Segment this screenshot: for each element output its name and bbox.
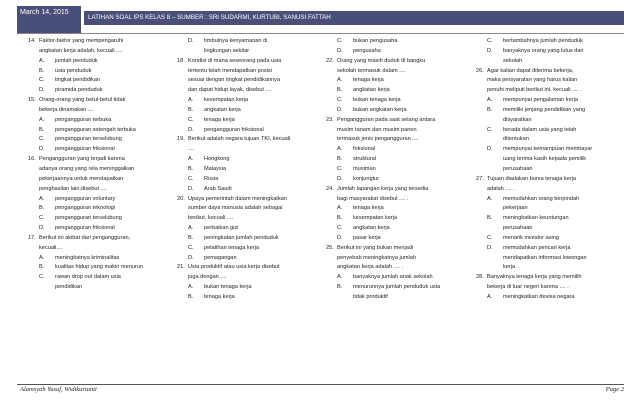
option-continuation (476, 263, 622, 273)
option-continuation (326, 293, 472, 303)
option-letter: D. (337, 47, 343, 54)
option-text: pengangguran terselubung (55, 136, 122, 143)
option-text: angkatan kerja (353, 225, 390, 232)
option-line (177, 283, 323, 293)
question-continuation (326, 263, 472, 273)
option-text: tenaga kerja (353, 205, 384, 212)
question-text: maka persyaratan yang harus kalian (487, 77, 578, 84)
option-text: ditentukan (503, 136, 529, 143)
question-continuation (28, 175, 174, 185)
option-text: memudahkan pencari kerja (503, 244, 571, 251)
option-letter: C. (487, 234, 493, 241)
question-columns (28, 37, 628, 382)
option-text: mempunyai pengalaman kerja (503, 97, 578, 104)
option-line (326, 106, 472, 116)
option-continuation (476, 165, 622, 175)
option-text: kualitas hidup yang makin menurun (55, 264, 143, 271)
option-text: menurunnya jumlah penduduk usia (353, 284, 441, 291)
option-text: rawan drop out dalam usia (55, 274, 121, 281)
question-continuation (326, 195, 472, 205)
option-text: peningkatan jumlah penduduk (204, 234, 279, 241)
option-line (476, 234, 622, 244)
question-line (28, 234, 174, 244)
question-line (476, 175, 622, 185)
question-continuation (177, 214, 323, 224)
option-continuation (476, 155, 622, 165)
option-line (177, 116, 323, 126)
question-line (326, 244, 472, 254)
question-continuation (28, 185, 174, 195)
option-letter: B. (39, 67, 45, 74)
option-line (326, 283, 472, 293)
option-letter: A. (188, 97, 194, 104)
option-letter: A. (188, 284, 194, 291)
option-line (28, 86, 174, 96)
option-line (326, 224, 472, 234)
question-text: berikut, kecuali .... (188, 215, 234, 222)
question-continuation (326, 126, 472, 136)
option-letter: B. (337, 215, 343, 222)
option-letter: B. (39, 264, 45, 271)
option-line (326, 155, 472, 165)
option-text: angkatan kerja (353, 87, 390, 94)
option-line (28, 224, 174, 234)
option-text: mempunyai kemampuan membayar (503, 146, 593, 153)
option-text: menarik investor asing (503, 234, 559, 241)
option-letter: B. (487, 106, 493, 113)
question-text: penghasilan lain,disebut .... (39, 185, 107, 192)
option-text: friksional (353, 146, 376, 153)
option-text: pengangguran teknologi (55, 205, 116, 212)
option-text: memudahkan orang berpindah (503, 195, 580, 202)
option-line (28, 145, 174, 155)
option-line (28, 135, 174, 145)
option-text: disyaratkan (503, 116, 532, 123)
option-continuation (476, 57, 622, 67)
question-text: bagi masyarakat disebut .... . (337, 195, 409, 202)
option-text: pengangguran friksional (55, 225, 115, 232)
option-line (28, 204, 174, 214)
option-line (28, 67, 174, 77)
question-continuation (476, 185, 622, 195)
footer-divider (17, 384, 624, 385)
option-line (326, 175, 472, 185)
question-text: angkatan kerja adalah .... . (337, 264, 403, 271)
option-text: pengangguran friksional (204, 126, 264, 133)
option-text: pengangguran terbuka (55, 116, 112, 123)
question-number: 27. (476, 175, 484, 182)
option-text: pengangguran voluntary (55, 195, 116, 202)
option-line (476, 126, 622, 136)
option-line (177, 254, 323, 264)
option-text: tenaga kerja (353, 77, 384, 84)
option-letter: C. (337, 38, 343, 44)
option-text: tidak produktif (353, 293, 388, 300)
option-line (177, 106, 323, 116)
question-text: sekolah termasuk dalam .... (337, 67, 406, 74)
option-line (177, 175, 323, 185)
option-letter: A. (487, 97, 493, 104)
question-text: kecuali.... (39, 244, 63, 251)
option-continuation (476, 224, 622, 234)
header-date: March 14, 2015 (17, 6, 81, 33)
column-1 (28, 37, 174, 293)
question-text: termasuk jenis pengangguran .... (337, 136, 419, 143)
question-line (476, 273, 622, 283)
option-letter: A. (188, 156, 194, 163)
option-text: kerja (503, 264, 516, 271)
column-3 (326, 37, 472, 303)
option-letter: C. (39, 274, 45, 281)
question-continuation (28, 47, 174, 57)
option-line (28, 273, 174, 283)
question-continuation (177, 76, 323, 86)
option-letter: A. (487, 293, 493, 300)
option-line (326, 47, 472, 57)
option-line (28, 214, 174, 224)
option-text: mendapatkan informasi lowongan (503, 254, 587, 261)
option-line (177, 234, 323, 244)
option-letter: C. (487, 126, 493, 133)
option-letter: D. (188, 38, 194, 44)
option-letter: C. (337, 165, 343, 172)
option-line (177, 185, 323, 195)
option-letter: C. (39, 215, 45, 222)
option-text: meningkatkan devisa negara (503, 293, 575, 300)
option-text: pekerjaan (503, 205, 528, 212)
option-line (177, 126, 323, 136)
option-line (28, 116, 174, 126)
option-letter: A. (337, 146, 343, 153)
option-letter: B. (487, 215, 493, 222)
option-text: pelatihan tenaga kerja (204, 244, 260, 251)
option-text: perusahaan (503, 165, 533, 172)
option-text: pengangguran setengah terbuka (55, 126, 136, 133)
option-line (476, 37, 622, 47)
option-line (177, 155, 323, 165)
option-letter: D. (337, 234, 343, 241)
question-number: 23. (326, 116, 334, 123)
option-letter: C. (337, 97, 343, 104)
option-text: angkatan kerja (204, 106, 241, 113)
header-title: LATIHAN SOAL IPS KELAS 8 – SUMBER : SRI SUDARMI, KURTUBI, SANUSI FATTAH (84, 11, 624, 25)
option-text: perusahaan (503, 225, 533, 232)
option-text: pengangguran friksional (55, 146, 115, 153)
question-number: 15. (28, 97, 36, 104)
question-text: Tujuan diadakan bursa tenaga kerja (487, 175, 577, 182)
question-text: Agar kalian dapat diterima bekerja, (487, 67, 574, 74)
option-line (326, 273, 472, 283)
option-letter: A. (487, 195, 493, 202)
question-text: Upaya pemerintah dalam meningkatkan (188, 195, 287, 202)
option-letter: C. (188, 175, 194, 182)
option-letter: B. (337, 87, 343, 94)
option-text: bukan angkatan kerja (353, 106, 407, 113)
question-line (326, 185, 472, 195)
footer-page-number: Page 2 (605, 386, 624, 393)
option-text: kesempatan kerja (204, 97, 249, 104)
option-letter: B. (39, 205, 45, 212)
question-text: Pengangguran yang terjadi karena (39, 156, 125, 163)
option-text: pasar kerja (353, 234, 381, 241)
option-line (476, 293, 622, 303)
option-line (28, 76, 174, 86)
option-letter: C. (39, 136, 45, 143)
option-line (326, 37, 472, 47)
option-line (476, 96, 622, 106)
option-letter: D. (487, 146, 493, 153)
option-line (326, 165, 472, 175)
option-letter: D. (487, 47, 493, 54)
option-text: bertambahnya jumlah penduduk (503, 38, 583, 44)
option-letter: D. (188, 254, 194, 261)
question-continuation (177, 204, 323, 214)
option-text: lingkungan sekitar (204, 47, 250, 54)
question-continuation (28, 165, 174, 175)
option-letter: B. (188, 234, 194, 241)
option-letter: C. (188, 244, 194, 251)
question-text: adalah .... . (487, 185, 515, 192)
option-letter: B. (39, 126, 45, 133)
option-line (476, 244, 622, 254)
question-number: 25. (326, 244, 334, 251)
question-text: bekerja di luar negeri karena .... . (487, 284, 569, 291)
question-continuation (476, 283, 622, 293)
option-continuation (476, 204, 622, 214)
question-text: Berikut ini yang bukan menjadi (337, 244, 414, 251)
header-divider (17, 33, 624, 34)
question-number: 17. (28, 234, 36, 241)
option-text: usia penduduk (55, 67, 92, 74)
option-line (326, 234, 472, 244)
option-letter: A. (39, 195, 45, 202)
question-continuation (326, 254, 472, 264)
option-line (177, 37, 323, 47)
option-letter: A. (337, 205, 343, 212)
option-letter: B. (188, 106, 194, 113)
question-continuation (28, 244, 174, 254)
question-text: musim tanam dan musim panen (337, 126, 417, 133)
option-text: piramida penduduk (55, 87, 103, 94)
option-line (326, 145, 472, 155)
question-line (28, 96, 174, 106)
question-number: 18. (177, 57, 185, 64)
option-letter: A. (39, 57, 45, 64)
option-text: struktural (353, 156, 377, 163)
question-text: Usia produktif atau usia kerja disebut (188, 264, 280, 271)
question-text: Jumlah lapangan kerja yang tersedia (337, 185, 429, 192)
option-line (28, 263, 174, 273)
option-text: timbulnya kenyamanan di (204, 38, 268, 44)
option-letter: B. (337, 284, 343, 291)
question-line (177, 135, 323, 145)
option-letter: A. (39, 254, 45, 261)
option-letter: A. (337, 77, 343, 84)
question-text: juga dengan .... (188, 274, 227, 281)
question-number: 21. (177, 264, 185, 271)
question-text: penyebab meningkatnya jumlah (337, 254, 416, 261)
option-letter: D. (487, 244, 493, 251)
question-number: 20. (177, 195, 185, 202)
question-text: dan dapat hidup layak, disebut .... (188, 87, 272, 94)
option-letter: C. (337, 225, 343, 232)
question-number: 16. (28, 156, 36, 163)
option-text: pemagangan (204, 254, 237, 261)
column-2 (177, 37, 323, 303)
option-line (28, 126, 174, 136)
option-letter: C. (188, 116, 194, 123)
question-number: 28. (476, 274, 484, 281)
option-letter: B. (188, 293, 194, 300)
option-line (326, 96, 472, 106)
question-text: Pengangguran pada saat selang antara (337, 116, 436, 123)
option-text: meningkatkan keuntungan (503, 215, 569, 222)
question-line (28, 155, 174, 165)
option-letter: D. (188, 185, 194, 192)
option-line (476, 47, 622, 57)
question-text: sesuai dengan tingkat pendidikannya (188, 77, 281, 84)
question-text: Banyaknya tenaga kerja yang memilih (487, 274, 582, 281)
option-line (476, 145, 622, 155)
option-letter: D. (188, 126, 194, 133)
question-text: angkatan kerja adalah, kecuali .... (39, 47, 123, 54)
question-continuation (177, 67, 323, 77)
question-line (177, 195, 323, 205)
question-text: pekerjaannya untuk mendapatkan (39, 175, 124, 182)
question-number: 22. (326, 57, 334, 64)
option-text: pengusaha (353, 47, 381, 54)
option-text: pengangguran terselubung (55, 215, 122, 222)
option-line (326, 214, 472, 224)
question-line (476, 67, 622, 77)
question-continuation (326, 135, 472, 145)
option-text: tenaga kerja (204, 116, 235, 123)
option-line (476, 106, 622, 116)
column-4 (476, 37, 622, 303)
option-letter: B. (188, 165, 194, 172)
option-text: berada dalam usia yang telah (503, 126, 577, 133)
option-line (326, 204, 472, 214)
option-line (177, 96, 323, 106)
question-text: tertentu telah mendapatkan posisi (188, 67, 272, 74)
question-continuation (476, 76, 622, 86)
question-text: Faktor-faktor yang mempengaruhi (39, 38, 124, 44)
question-text: Kondisi di mana seseorang pada usia (188, 57, 282, 64)
option-text: uang terima kasih kepada pemilik (503, 156, 587, 163)
question-continuation (177, 145, 323, 155)
option-continuation (476, 135, 622, 145)
option-letter: A. (39, 116, 45, 123)
option-letter: D. (337, 106, 343, 113)
option-text: memiliki jenjang pendidikan yang (503, 106, 586, 113)
option-text: jumlah penduduk (55, 57, 98, 64)
option-line (326, 86, 472, 96)
option-text: tenaga kerja (204, 293, 235, 300)
option-continuation (476, 116, 622, 126)
option-text: bukan tenaga kerja (353, 97, 401, 104)
question-number: 14. (28, 38, 36, 44)
option-line (177, 293, 323, 303)
option-continuation (177, 47, 323, 57)
question-text: Berikut ini akibat dari pengangguran, (39, 234, 131, 241)
question-continuation (177, 86, 323, 96)
option-line (177, 165, 323, 175)
option-continuation (28, 283, 174, 293)
option-text: sekolah (503, 57, 523, 64)
option-text: perbaikan gizi (204, 225, 239, 232)
option-text: banyaknya orang yang lulus dari (503, 47, 584, 54)
question-text: Orang-orang yang betul-betul tidak (39, 97, 126, 104)
option-text: meningkatnya kriminalitas (55, 254, 120, 261)
option-line (177, 244, 323, 254)
option-text: Malaysia (204, 165, 227, 172)
question-number: 24. (326, 185, 334, 192)
question-text: Berikut adalah negara tujuan TKI, kecuali (188, 136, 291, 143)
option-line (476, 195, 622, 205)
question-line (177, 263, 323, 273)
option-letter: B. (337, 156, 343, 163)
question-text: Orang yang masih duduk di bangku (337, 57, 426, 64)
option-text: konjungtur (353, 175, 380, 182)
option-text: musiman (353, 165, 376, 172)
option-line (476, 214, 622, 224)
question-continuation (326, 67, 472, 77)
option-text: pendidikan (55, 284, 83, 291)
footer-author: Alamsyah Yusuf, Widikurtanti (20, 386, 97, 393)
option-line (326, 76, 472, 86)
question-continuation (28, 106, 174, 116)
question-continuation (177, 273, 323, 283)
option-letter: C. (39, 77, 45, 84)
option-letter: D. (39, 225, 45, 232)
question-number: 26. (476, 67, 484, 74)
option-text: Arab Saudi (204, 185, 232, 192)
question-text: bekerja dinamakan .... (39, 106, 95, 113)
option-text: kesempatan kerja (353, 215, 398, 222)
question-text: adanya orang yang rela meninggalkan (39, 165, 135, 172)
option-text: Rusia (204, 175, 219, 182)
question-number: 19. (177, 136, 185, 143)
option-letter: A. (337, 274, 343, 281)
option-letter: D. (39, 87, 45, 94)
option-text: bukan pengusaha (353, 38, 398, 44)
option-line (28, 254, 174, 264)
option-line (177, 224, 323, 234)
option-line (28, 57, 174, 67)
option-text: tingkat pendidikan (55, 77, 101, 84)
option-letter: C. (487, 38, 493, 44)
question-text: sumber daya manusia adalah sebagai (188, 205, 283, 212)
option-letter: A. (188, 225, 194, 232)
option-text: banyaknya jumlah anak sekolah (353, 274, 433, 281)
option-letter: D. (337, 175, 343, 182)
option-line (28, 195, 174, 205)
question-line (177, 57, 323, 67)
question-continuation (476, 86, 622, 96)
question-line (28, 37, 174, 47)
question-text: .... (188, 146, 195, 153)
question-line (326, 57, 472, 67)
option-text: Hongkong (204, 156, 230, 163)
option-continuation (476, 254, 622, 264)
question-text: penuhi meliputi berikut ini, kecuali .... . (487, 87, 582, 94)
question-line (326, 116, 472, 126)
option-letter: D. (39, 146, 45, 153)
option-text: bukan tenaga kerja (204, 284, 252, 291)
